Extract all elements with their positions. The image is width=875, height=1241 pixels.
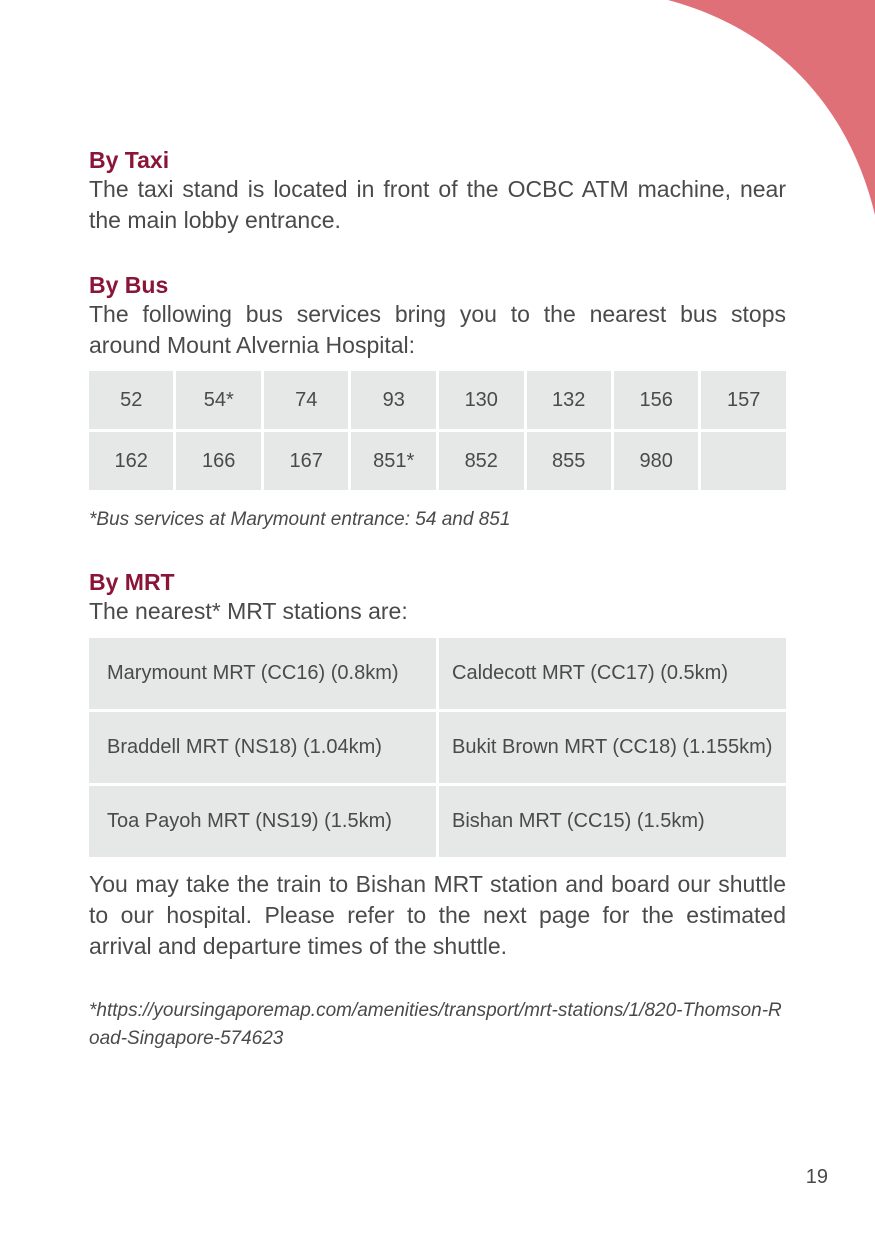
bus-cell bbox=[701, 432, 786, 490]
source-note: *https://yoursingaporemap.com/amenities/transport/mrt-stations/1/820-Thomson-Road-Singapore-574623 bbox=[89, 1000, 782, 1049]
bus-cell: 162 bbox=[89, 432, 176, 490]
taxi-text: The taxi stand is located in front of the OCBC ATM machine, near the main lobby entrance. bbox=[89, 176, 786, 233]
taxi-heading: By Taxi bbox=[89, 147, 170, 173]
table-row bbox=[89, 371, 786, 432]
table-row bbox=[89, 712, 786, 786]
bus-cell: 855 bbox=[527, 432, 614, 490]
table-row bbox=[89, 638, 786, 712]
bus-cell: 132 bbox=[527, 371, 614, 432]
bus-cell: 157 bbox=[701, 371, 786, 432]
bus-cell: 74 bbox=[264, 371, 351, 432]
mrt-stations-table bbox=[89, 638, 786, 857]
bus-note: *Bus services at Marymount entrance: 54 and 851 bbox=[89, 509, 511, 530]
bus-cell: 980 bbox=[614, 432, 701, 490]
mrt-station-cell: Marymount MRT (CC16) (0.8km) bbox=[89, 638, 439, 712]
bus-cell: 156 bbox=[614, 371, 701, 432]
bus-services-table bbox=[89, 371, 786, 490]
page-number: 19 bbox=[805, 1166, 828, 1188]
bus-cell: 852 bbox=[439, 432, 526, 490]
bus-cell: 167 bbox=[264, 432, 351, 490]
mrt-heading: By MRT bbox=[89, 569, 175, 595]
bus-cell: 130 bbox=[439, 371, 526, 432]
table-row bbox=[89, 432, 786, 490]
mrt-station-cell: Bukit Brown MRT (CC18) (1.155km) bbox=[439, 712, 786, 786]
bus-heading: By Bus bbox=[89, 272, 169, 298]
bus-cell: 93 bbox=[351, 371, 439, 432]
mrt-station-cell: Caldecott MRT (CC17) (0.5km) bbox=[439, 638, 786, 712]
bus-cell: 54* bbox=[176, 371, 263, 432]
bus-text: The following bus services bring you to the nearest bus stops around Mount Alvernia Hospital: bbox=[89, 301, 786, 358]
bus-cell: 52 bbox=[89, 371, 176, 432]
shuttle-text: You may take the train to Bishan MRT station and board our shuttle to our hospital. Please refer to the next page for the estimated arrival and departure times of the shuttle. bbox=[89, 871, 786, 959]
mrt-text: The nearest* MRT stations are: bbox=[89, 598, 408, 624]
bus-cell: 851* bbox=[351, 432, 439, 490]
mrt-station-cell: Bishan MRT (CC15) (1.5km) bbox=[439, 786, 786, 857]
mrt-station-cell: Toa Payoh MRT (NS19) (1.5km) bbox=[89, 786, 439, 857]
bus-cell: 166 bbox=[176, 432, 263, 490]
mrt-station-cell: Braddell MRT (NS18) (1.04km) bbox=[89, 712, 439, 786]
table-row bbox=[89, 786, 786, 857]
